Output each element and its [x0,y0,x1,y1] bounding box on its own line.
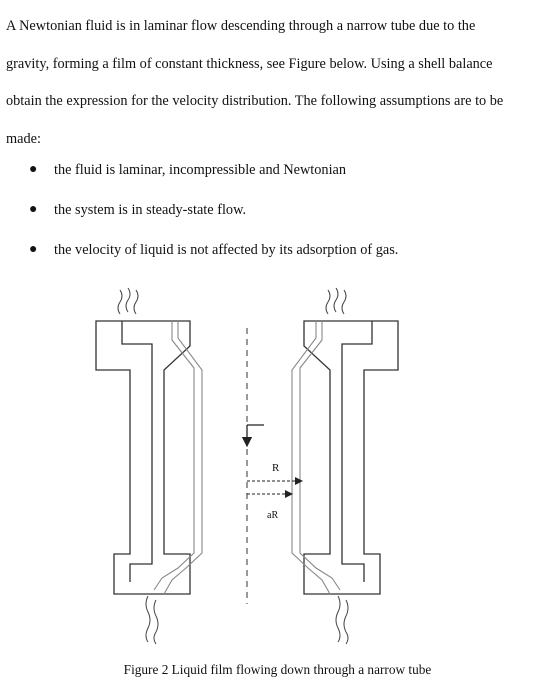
bullet-icon: ● [29,162,38,177]
paragraph-line: gravity, forming a film of constant thickness, see Figure below. Using a shell balance [6,55,493,72]
left-tube-wall [96,321,190,594]
assumption-text: the system is in steady-state flow. [54,202,247,218]
radius-ar-label: aR [267,510,279,521]
paragraph-line: made: [6,130,41,147]
assumption-text: the fluid is laminar, incompressible and Newtonian [54,162,347,178]
assumption-text: the velocity of liquid is not affected by its adsorption of gas. [54,242,399,258]
inflow-squiggles [118,288,346,314]
bullet-icon: ● [29,242,38,257]
left-liquid-film [154,321,202,594]
z-direction-arrow [247,425,264,446]
list-item [0,158,540,182]
right-liquid-film [292,321,340,594]
paragraph-line: obtain the expression for the velocity distribution. The following assumptions are to be [6,93,504,109]
tube-film-diagram [80,278,430,650]
right-tube-wall [304,321,398,594]
figure-caption: Figure 2 Liquid film flowing down through a narrow tube [123,662,432,677]
list-item [0,198,540,222]
paragraph-line: A Newtonian fluid is in laminar flow descending through a narrow tube due to the [6,18,476,34]
bullet-icon: ● [29,202,38,217]
radius-r-label: R [272,462,280,474]
list-item [0,238,540,262]
problem-paragraph [6,8,551,158]
